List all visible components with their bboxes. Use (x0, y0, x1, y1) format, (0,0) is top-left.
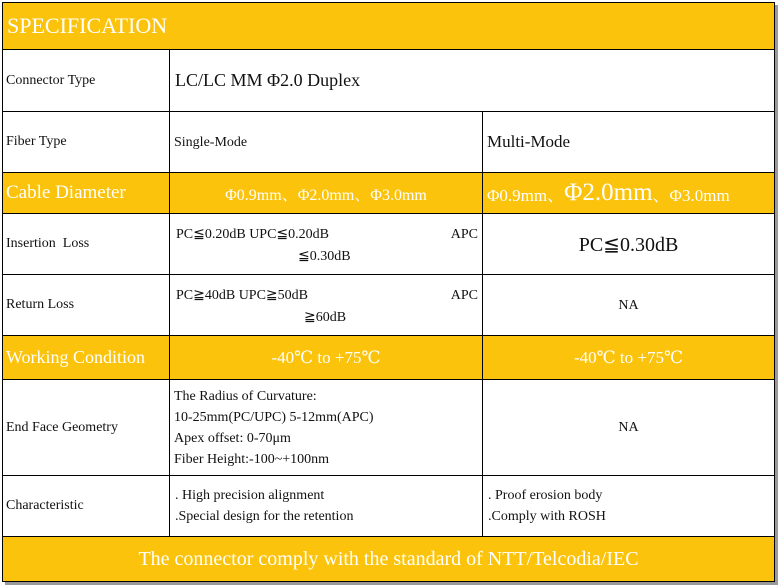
end-face-line: 10-25mm(PC/UPC) 5-12mm(APC) (174, 410, 374, 425)
row-cable-diameter (3, 173, 774, 214)
end-face-label: End Face Geometry (6, 419, 118, 435)
row-connector-type (3, 50, 774, 112)
cable-diameter-single: Φ0.9mm、Φ2.0mm、Φ3.0mm (169, 173, 482, 213)
end-face-single (169, 380, 482, 475)
end-face-line: Apex offset: 0-70μm (174, 431, 291, 446)
working-condition-single: -40℃ to +75℃ (169, 336, 482, 379)
insertion-loss-single-apc: APC (450, 227, 478, 242)
return-loss-multi: NA (482, 275, 774, 335)
row-end-face-geometry (3, 380, 774, 476)
working-condition-multi: -40℃ to +75℃ (482, 336, 774, 379)
cable-diameter-multi (482, 173, 774, 213)
specification-table (2, 2, 775, 582)
cable-diameter-multi-a: Φ0.9mm、 (487, 185, 565, 205)
table-header (3, 3, 774, 50)
characteristic-multi-line: . Proof erosion body (488, 488, 603, 503)
return-loss-single-line2: ≧60dB (304, 310, 347, 325)
characteristic-single (169, 476, 482, 536)
row-working-condition (3, 336, 774, 380)
insertion-loss-single-line2: ≦0.30dB (298, 249, 351, 264)
return-loss-label: Return Loss (6, 297, 75, 312)
row-fiber-type (3, 112, 774, 173)
cable-diameter-multi-c: 、Φ3.0mm (652, 185, 730, 205)
header-title: SPECIFICATION (7, 13, 168, 38)
insertion-loss-single-line1: PC≦0.20dB UPC≦0.20dB (176, 227, 329, 242)
insertion-loss-label: Insertion Loss (6, 236, 90, 251)
characteristic-single-line: .Special design for the retention (175, 509, 354, 524)
end-face-multi: NA (482, 380, 774, 475)
row-insertion-loss (3, 214, 774, 275)
fiber-type-single: Single-Mode (169, 112, 482, 172)
cable-diameter-multi-b: Φ2.0mm (564, 179, 653, 206)
return-loss-single-apc: APC (450, 288, 478, 303)
row-return-loss (3, 275, 774, 336)
characteristic-label: Characteristic (6, 498, 84, 513)
connector-type-label: Connector Type (6, 72, 96, 88)
working-condition-label: Working Condition (6, 347, 146, 367)
cable-diameter-label: Cable Diameter (6, 182, 126, 203)
insertion-loss-single (169, 214, 482, 274)
connector-type-value: LC/LC MM Φ2.0 Duplex (169, 50, 774, 111)
insertion-loss-multi: PC≦0.30dB (482, 214, 774, 274)
fiber-type-multi: Multi-Mode (482, 112, 774, 172)
return-loss-single-line1: PC≧40dB UPC≧50dB (176, 288, 308, 303)
footer-text: The connector comply with the standard of NTT/Telcodia/IEC (138, 547, 639, 570)
characteristic-multi (482, 476, 774, 536)
return-loss-single (169, 275, 482, 335)
end-face-line: The Radius of Curvature: (174, 389, 317, 404)
table-footer (3, 537, 774, 581)
end-face-line: Fiber Height:-100~+100nm (174, 452, 330, 467)
row-characteristic (3, 476, 774, 537)
characteristic-multi-line: .Comply with ROSH (488, 509, 606, 524)
fiber-type-label: Fiber Type (6, 134, 67, 149)
characteristic-single-line: . High precision alignment (175, 488, 325, 503)
